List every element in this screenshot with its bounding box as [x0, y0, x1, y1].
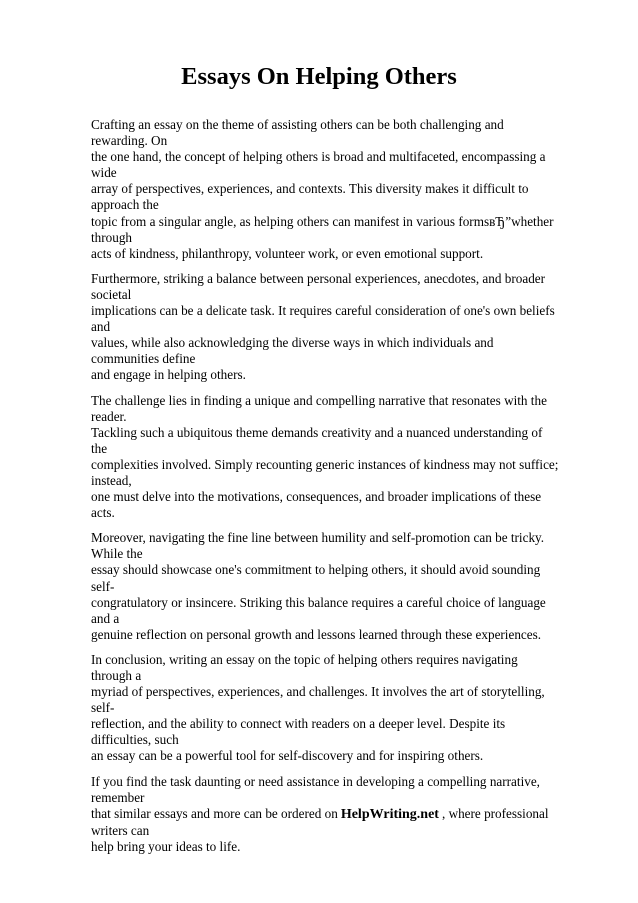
paragraph-4: Moreover, navigating the fine line between humility and self-promotion can be tricky. While the essay should showcase one's commitment to helping others, it should avoid sounding self- congratulatory or insincere. Striking this balance requires a careful choice of language and a genuine reflection on personal growth and lessons learned through these experiences.	[91, 530, 546, 642]
paragraph-5: In conclusion, writing an essay on the topic of helping others requires navigating through a myriad of perspectives, experiences, and challenges. It involves the art of storytelling, self- reflection, and the ability to connect with readers on a deeper level. Despite its difficulties, such an essay can be a powerful tool for self-discovery and for inspiring others.	[91, 651, 545, 764]
essay-body	[91, 117, 561, 864]
paragraph-6-text-end: , where professional writers can help bring your ideas to life.	[91, 805, 549, 854]
paragraph-2: Furthermore, striking a balance between personal experiences, anecdotes, and broader societal implications can be a delicate task. It requires careful consideration of one's own beliefs and values, while also acknowledging the diverse ways in which individuals and communities define and engage in helping others.	[91, 270, 555, 383]
paragraph-3: The challenge lies in finding a unique and compelling narrative that resonates with the reader. Tackling such a ubiquitous theme demands creativity and a nuanced understanding of the complexities involved. Simply recounting generic instances of kindness may not suffice; instead, one must delve into the motivations, consequences, and broader implications of these acts.	[91, 392, 559, 521]
page-title: Essays On Helping Others	[181, 63, 457, 90]
paragraph-1: Crafting an essay on the theme of assisting others can be both challenging and rewarding. On the one hand, the concept of helping others is broad and multifaceted, encompassing a wide array of perspectives, experiences, and contexts. This diversity makes it difficult to approach the topic from a singular angle, as helping others can manifest in various formsвЂ”whether through acts of kindness, philanthropy, volunteer work, or even emotional support.	[91, 117, 554, 261]
paragraph-6-text-start: If you find the task daunting or need assistance in developing a compelling narrative, remember that similar essays and more can be ordered on	[91, 773, 540, 821]
helpwriting-link[interactable]: HelpWriting.net	[340, 806, 439, 822]
paragraph-6	[91, 774, 561, 855]
